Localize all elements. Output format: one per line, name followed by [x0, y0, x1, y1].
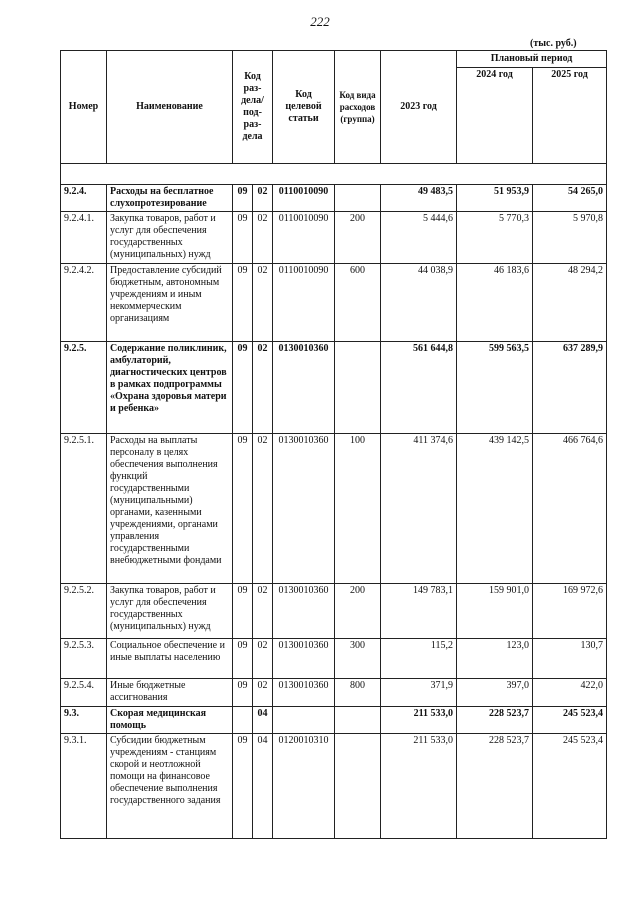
row-subsection: 02	[253, 639, 273, 679]
row-value-2024: 51 953,9	[457, 185, 533, 212]
row-name: Закупка товаров, работ и услуг для обеспечения государственных (муниципальных) нужд	[107, 212, 233, 264]
row-name: Социальное обеспечение и иные выплаты населению	[107, 639, 233, 679]
row-value-2023: 5 444,6	[381, 212, 457, 264]
row-value-2023: 371,9	[381, 679, 457, 707]
header-2024: 2024 год	[457, 68, 533, 164]
row-name: Субсидии бюджетным учреждениям - станциям скорой и неотложной помощи на финансовое обеспечение выполнения государственного задания	[107, 734, 233, 839]
row-value-2025: 5 970,8	[533, 212, 607, 264]
row-subsection: 02	[253, 584, 273, 639]
row-value-2025: 54 265,0	[533, 185, 607, 212]
row-section	[233, 707, 253, 734]
row-value-2023: 561 644,8	[381, 342, 457, 434]
row-target: 0130010360	[273, 584, 335, 639]
row-section: 09	[233, 734, 253, 839]
row-subsection: 02	[253, 212, 273, 264]
table-row	[61, 584, 607, 639]
row-target: 0130010360	[273, 342, 335, 434]
row-name: Расходы на выплаты персоналу в целях обеспечения выполнения функций государственными (муниципальными) органами, казенными учреждениями, органами управления государственными внебюджетными фондами	[107, 434, 233, 584]
row-value-2025: 245 523,4	[533, 734, 607, 839]
row-subsection: 02	[253, 185, 273, 212]
row-value-2024: 5 770,3	[457, 212, 533, 264]
row-section: 09	[233, 212, 253, 264]
header-number: Номер	[61, 51, 107, 164]
row-subsection: 04	[253, 707, 273, 734]
row-expense-type	[335, 734, 381, 839]
row-value-2023: 211 533,0	[381, 707, 457, 734]
units-label: (тыс. руб.)	[530, 38, 577, 49]
table-row	[61, 342, 607, 434]
page-number: 222	[310, 14, 330, 29]
row-target	[273, 707, 335, 734]
row-section: 09	[233, 342, 253, 434]
row-section: 09	[233, 584, 253, 639]
row-expense-type	[335, 707, 381, 734]
row-target: 0130010360	[273, 639, 335, 679]
row-name: Предоставление субсидий бюджетным, автономным учреждениям и иным некоммерческим организациям	[107, 264, 233, 342]
row-name: Иные бюджетные ассигнования	[107, 679, 233, 707]
row-subsection: 04	[253, 734, 273, 839]
row-value-2025: 48 294,2	[533, 264, 607, 342]
row-target: 0110010090	[273, 185, 335, 212]
row-section: 09	[233, 434, 253, 584]
row-value-2025: 169 972,6	[533, 584, 607, 639]
row-expense-type	[335, 185, 381, 212]
row-target: 0120010310	[273, 734, 335, 839]
header-name: Наименование	[107, 51, 233, 164]
row-value-2025: 130,7	[533, 639, 607, 679]
row-value-2024: 228 523,7	[457, 734, 533, 839]
header-2023: 2023 год	[381, 51, 457, 164]
row-number: 9.2.4.2.	[61, 264, 107, 342]
row-number: 9.2.5.	[61, 342, 107, 434]
row-expense-type: 100	[335, 434, 381, 584]
row-value-2025: 245 523,4	[533, 707, 607, 734]
table-row	[61, 434, 607, 584]
row-value-2025: 422,0	[533, 679, 607, 707]
table-row	[61, 734, 607, 839]
row-value-2024: 159 901,0	[457, 584, 533, 639]
row-section: 09	[233, 639, 253, 679]
row-value-2023: 411 374,6	[381, 434, 457, 584]
header-section: Код раз-дела/ под-раз-дела	[233, 51, 273, 164]
header-planned: Плановый период	[457, 51, 607, 68]
row-value-2025: 637 289,9	[533, 342, 607, 434]
row-target: 0130010360	[273, 434, 335, 584]
row-subsection: 02	[253, 679, 273, 707]
row-value-2023: 115,2	[381, 639, 457, 679]
row-expense-type: 300	[335, 639, 381, 679]
row-expense-type	[335, 342, 381, 434]
row-value-2024: 228 523,7	[457, 707, 533, 734]
row-value-2023: 149 783,1	[381, 584, 457, 639]
row-value-2025: 466 764,6	[533, 434, 607, 584]
row-value-2024: 123,0	[457, 639, 533, 679]
row-value-2023: 49 483,5	[381, 185, 457, 212]
row-value-2023: 211 533,0	[381, 734, 457, 839]
row-number: 9.2.5.4.	[61, 679, 107, 707]
table-row	[61, 185, 607, 212]
header-target: Код целевой статьи	[273, 51, 335, 164]
row-name: Закупка товаров, работ и услуг для обеспечения государственных (муниципальных) нужд	[107, 584, 233, 639]
row-number: 9.2.4.	[61, 185, 107, 212]
row-section: 09	[233, 264, 253, 342]
budget-table	[60, 50, 607, 839]
row-expense-type: 200	[335, 584, 381, 639]
table-row	[61, 639, 607, 679]
row-value-2023: 44 038,9	[381, 264, 457, 342]
row-number: 9.3.	[61, 707, 107, 734]
row-value-2024: 46 183,6	[457, 264, 533, 342]
row-subsection: 02	[253, 264, 273, 342]
header-expense-type: Код вида расходов (группа)	[335, 51, 381, 164]
row-name: Содержание поликлиник, амбулаторий, диагностических центров в рамках подпрограммы «Охрана здоровья матери и ребенка»	[107, 342, 233, 434]
row-expense-type: 800	[335, 679, 381, 707]
row-number: 9.2.5.1.	[61, 434, 107, 584]
table-row	[61, 212, 607, 264]
row-subsection: 02	[253, 342, 273, 434]
row-name: Скорая медицинская помощь	[107, 707, 233, 734]
row-name: Расходы на бесплатное слухопротезирование	[107, 185, 233, 212]
row-section: 09	[233, 679, 253, 707]
table-row	[61, 264, 607, 342]
row-value-2024: 397,0	[457, 679, 533, 707]
row-expense-type: 200	[335, 212, 381, 264]
row-target: 0110010090	[273, 264, 335, 342]
table-row	[61, 707, 607, 734]
row-section: 09	[233, 185, 253, 212]
row-number: 9.3.1.	[61, 734, 107, 839]
row-expense-type: 600	[335, 264, 381, 342]
row-subsection: 02	[253, 434, 273, 584]
row-value-2024: 439 142,5	[457, 434, 533, 584]
row-value-2024: 599 563,5	[457, 342, 533, 434]
row-target: 0130010360	[273, 679, 335, 707]
table-row	[61, 679, 607, 707]
row-target: 0110010090	[273, 212, 335, 264]
row-number: 9.2.5.2.	[61, 584, 107, 639]
row-number: 9.2.5.3.	[61, 639, 107, 679]
row-number: 9.2.4.1.	[61, 212, 107, 264]
header-2025: 2025 год	[533, 68, 607, 164]
